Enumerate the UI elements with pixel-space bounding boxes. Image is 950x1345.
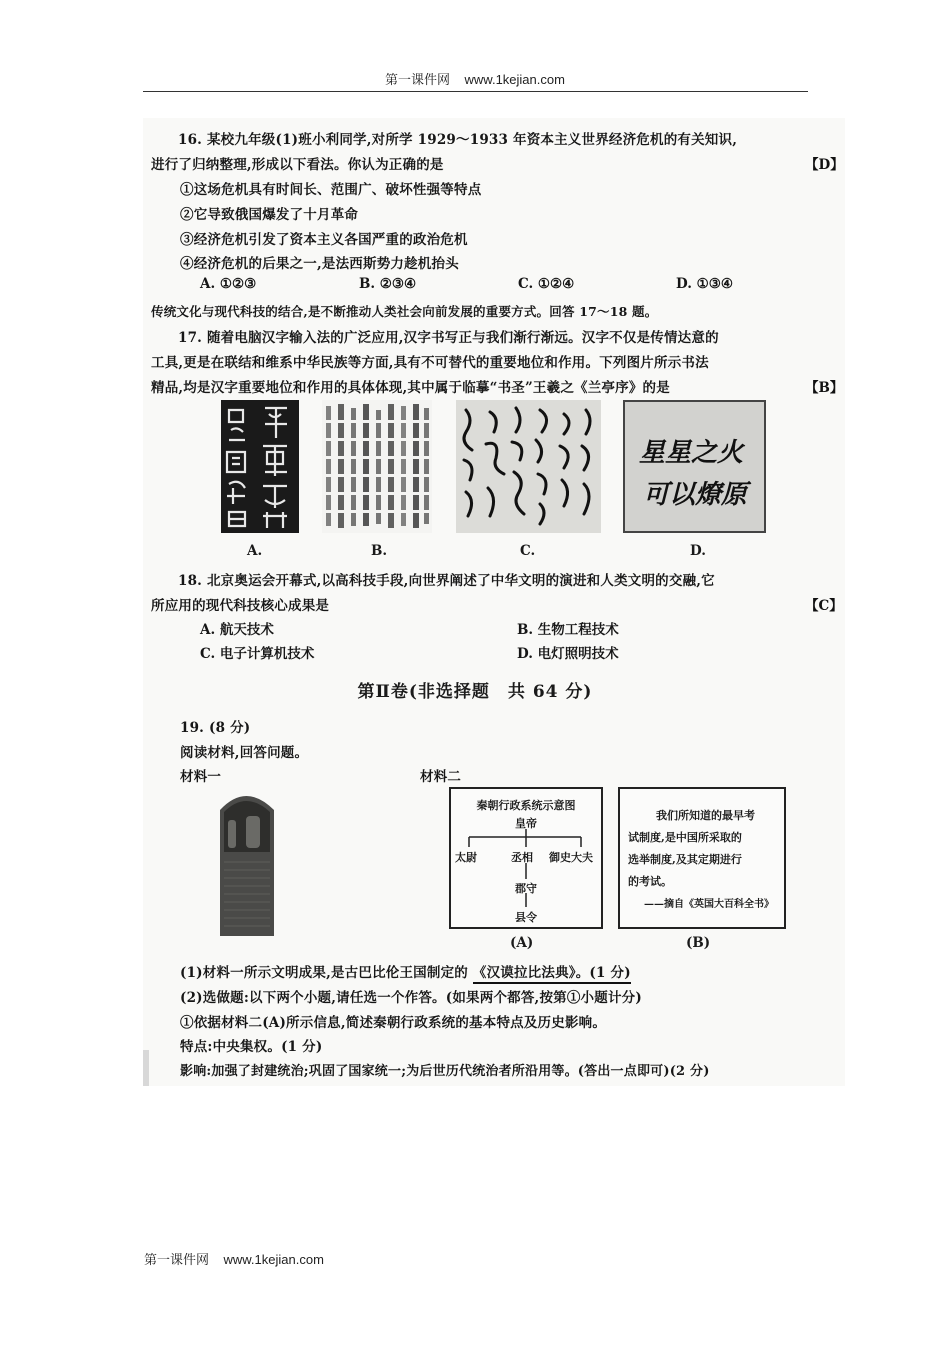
q16-line1: 16. 某校九年级(1)班小利同学,对所学 1929～1933 年资本主义世界经济危机的有关知识, [178,132,738,148]
q17-line2: 工具,更是在联结和维系中华民族等方面,具有不可替代的重要地位和作用。下列图片所示书法 [151,355,709,371]
calligraphy-image-b [322,400,432,533]
excerpt-line4: 的考试。 [628,875,672,888]
q19-answer4: 特点:中央集权。(1 分) [180,1039,323,1055]
diagram-commandery: 郡守 [515,882,537,895]
q16-item1: ①这场危机具有时间长、范围广、破坏性强等特点 [180,182,482,198]
material2-label-b: (B) [686,935,711,951]
q16-item3: ③经济危机引发了资本主义各国严重的政治危机 [180,232,468,248]
q19-answer5: 影响:加强了封建统治;巩固了国家统一;为后世历代统治者所沿用等。(答出一点即可)(2 分) [180,1064,710,1079]
q19-answer1-prefix: (1)材料一所示文明成果,是古巴比伦王国制定的 [180,965,468,981]
q16-option-b: B. ②③④ [359,276,417,292]
q19-head: 19. (8 分) [180,720,251,736]
page-header [0,69,950,88]
encyclopedia-excerpt-box [618,787,786,929]
q17-line1: 17. 随着电脑汉字输入法的广泛应用,汉字书写正与我们渐行渐远。汉字不仅是传情达意的 [178,330,719,346]
image-label-d: D. [690,543,706,559]
q16-option-d: D. ①③④ [676,276,733,292]
q18-option-c: C. 电子计算机技术 [200,646,315,662]
q17-answer: 【B】 [805,380,844,396]
q19-answer3: ①依据材料二(A)所示信息,简述秦朝行政系统的基本特点及历史影响。 [180,1015,607,1031]
hammurabi-stele-image [212,790,282,940]
seal-image-a [221,400,299,533]
image-d-text-1: 星星之火 [639,438,744,468]
excerpt-line2: 试制度,是中国所采取的 [628,831,742,844]
q16-item2: ②它导致俄国爆发了十月革命 [180,207,359,223]
footer-site: 第一课件网 [144,1252,210,1267]
scan-edge [143,1050,149,1086]
diagram-left: 太尉 [455,851,477,864]
excerpt-source: ——摘自《英国大百科全书》 [644,899,774,910]
image-label-c: C. [520,543,536,559]
q19-material2-label: 材料二 [420,769,462,785]
q16-answer: 【D】 [805,157,844,173]
q17-line3: 精品,均是汉字重要地位和作用的具体体现,其中属于临摹“书圣”王羲之《兰亭序》的是 [151,380,670,396]
footer-url[interactable]: www.1kejian.com [223,1252,324,1267]
header-rule [143,91,808,92]
excerpt-line1: 我们所知道的最早考 [656,809,755,822]
q19-answer2: (2)选做题:以下两个小题,请任选一个作答。(如果两个都答,按第①小题计分) [180,990,642,1006]
image-label-a: A. [247,543,263,559]
calligraphy-image-c [456,400,601,533]
q19-material1-label: 材料一 [180,769,222,785]
diagram-right: 御史大夫 [549,851,593,864]
q18-line1: 18. 北京奥运会开幕式,以高科技手段,向世界阐述了中华文明的演进和人类文明的交融,它 [178,573,715,589]
qin-admin-diagram-box [449,787,603,929]
q19-answer1 [180,961,631,981]
image-d-text-2: 可以燎原 [643,480,748,510]
intro-17-18: 传统文化与现代科技的结合,是不断推动人类社会向前发展的重要方式。回答 17～18 题。 [151,304,658,319]
section2-title: 第Ⅱ卷(非选择题 共 64 分) [357,682,593,702]
q18-line2: 所应用的现代科技核心成果是 [151,598,330,614]
q18-option-d: D. 电灯照明技术 [517,646,619,662]
q18-option-b: B. 生物工程技术 [517,622,619,638]
page-footer [144,1249,324,1268]
q19-prompt: 阅读材料,回答问题。 [180,745,309,761]
header-site: 第一课件网 [385,72,451,87]
q16-line2: 进行了归纳整理,形成以下看法。你认为正确的是 [151,157,444,173]
diagram-mid: 丞相 [511,851,533,864]
material2-label-a: (A) [510,935,534,951]
excerpt-line3: 选举制度,及其定期进行 [628,853,742,866]
calligraphy-image-d [623,400,766,533]
q19-answer1-value: 《汉谟拉比法典》。(1 分) [473,965,631,984]
image-label-b: B. [371,543,388,559]
diagram-title: 秦朝行政系统示意图 [476,799,576,812]
q18-option-a: A. 航天技术 [200,622,274,638]
q16-option-a: A. ①②③ [200,276,257,292]
q18-answer: 【C】 [805,598,843,614]
q16-option-c: C. ①②④ [518,276,575,292]
diagram-emperor: 皇帝 [515,817,537,830]
header-url[interactable]: www.1kejian.com [464,72,565,87]
diagram-county: 县令 [515,911,537,924]
q16-item4: ④经济危机的后果之一,是法西斯势力趁机抬头 [180,256,459,272]
